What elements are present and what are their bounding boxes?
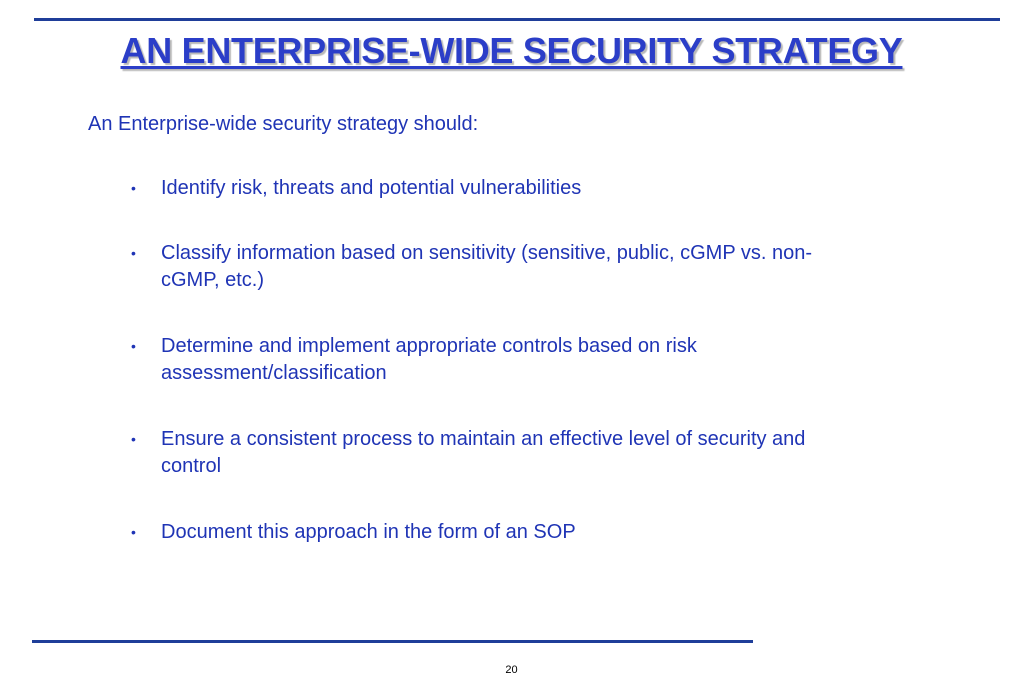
bottom-divider	[32, 640, 753, 643]
slide-title: AN ENTERPRISE-WIDE SECURITY STRATEGY	[120, 30, 903, 71]
top-divider	[34, 18, 1000, 21]
intro-text: An Enterprise-wide security strategy should:	[88, 113, 479, 135]
bullet-item	[125, 240, 865, 294]
bullet-text: Classify information based on sensitivity (sensitive, public, cGMP vs. non-cGMP, etc.)	[161, 242, 813, 291]
page-number: 20	[505, 664, 518, 676]
bullet-item	[125, 426, 865, 480]
bullet-item	[125, 333, 865, 387]
bullet-dot-icon: •	[131, 180, 136, 196]
bullet-dot-icon: •	[131, 338, 136, 354]
bullet-text: Determine and implement appropriate controls based on risk assessment/classification	[161, 335, 697, 384]
bullet-dot-icon: •	[131, 431, 136, 447]
bullet-dot-icon: •	[131, 524, 136, 540]
bullet-item	[125, 519, 865, 546]
bullet-item	[125, 175, 865, 202]
bullet-text: Identify risk, threats and potential vulnerabilities	[161, 177, 582, 199]
bullet-text: Ensure a consistent process to maintain an effective level of security and control	[161, 428, 806, 477]
bullet-dot-icon: •	[131, 245, 136, 261]
bullet-text: Document this approach in the form of an SOP	[161, 521, 576, 543]
